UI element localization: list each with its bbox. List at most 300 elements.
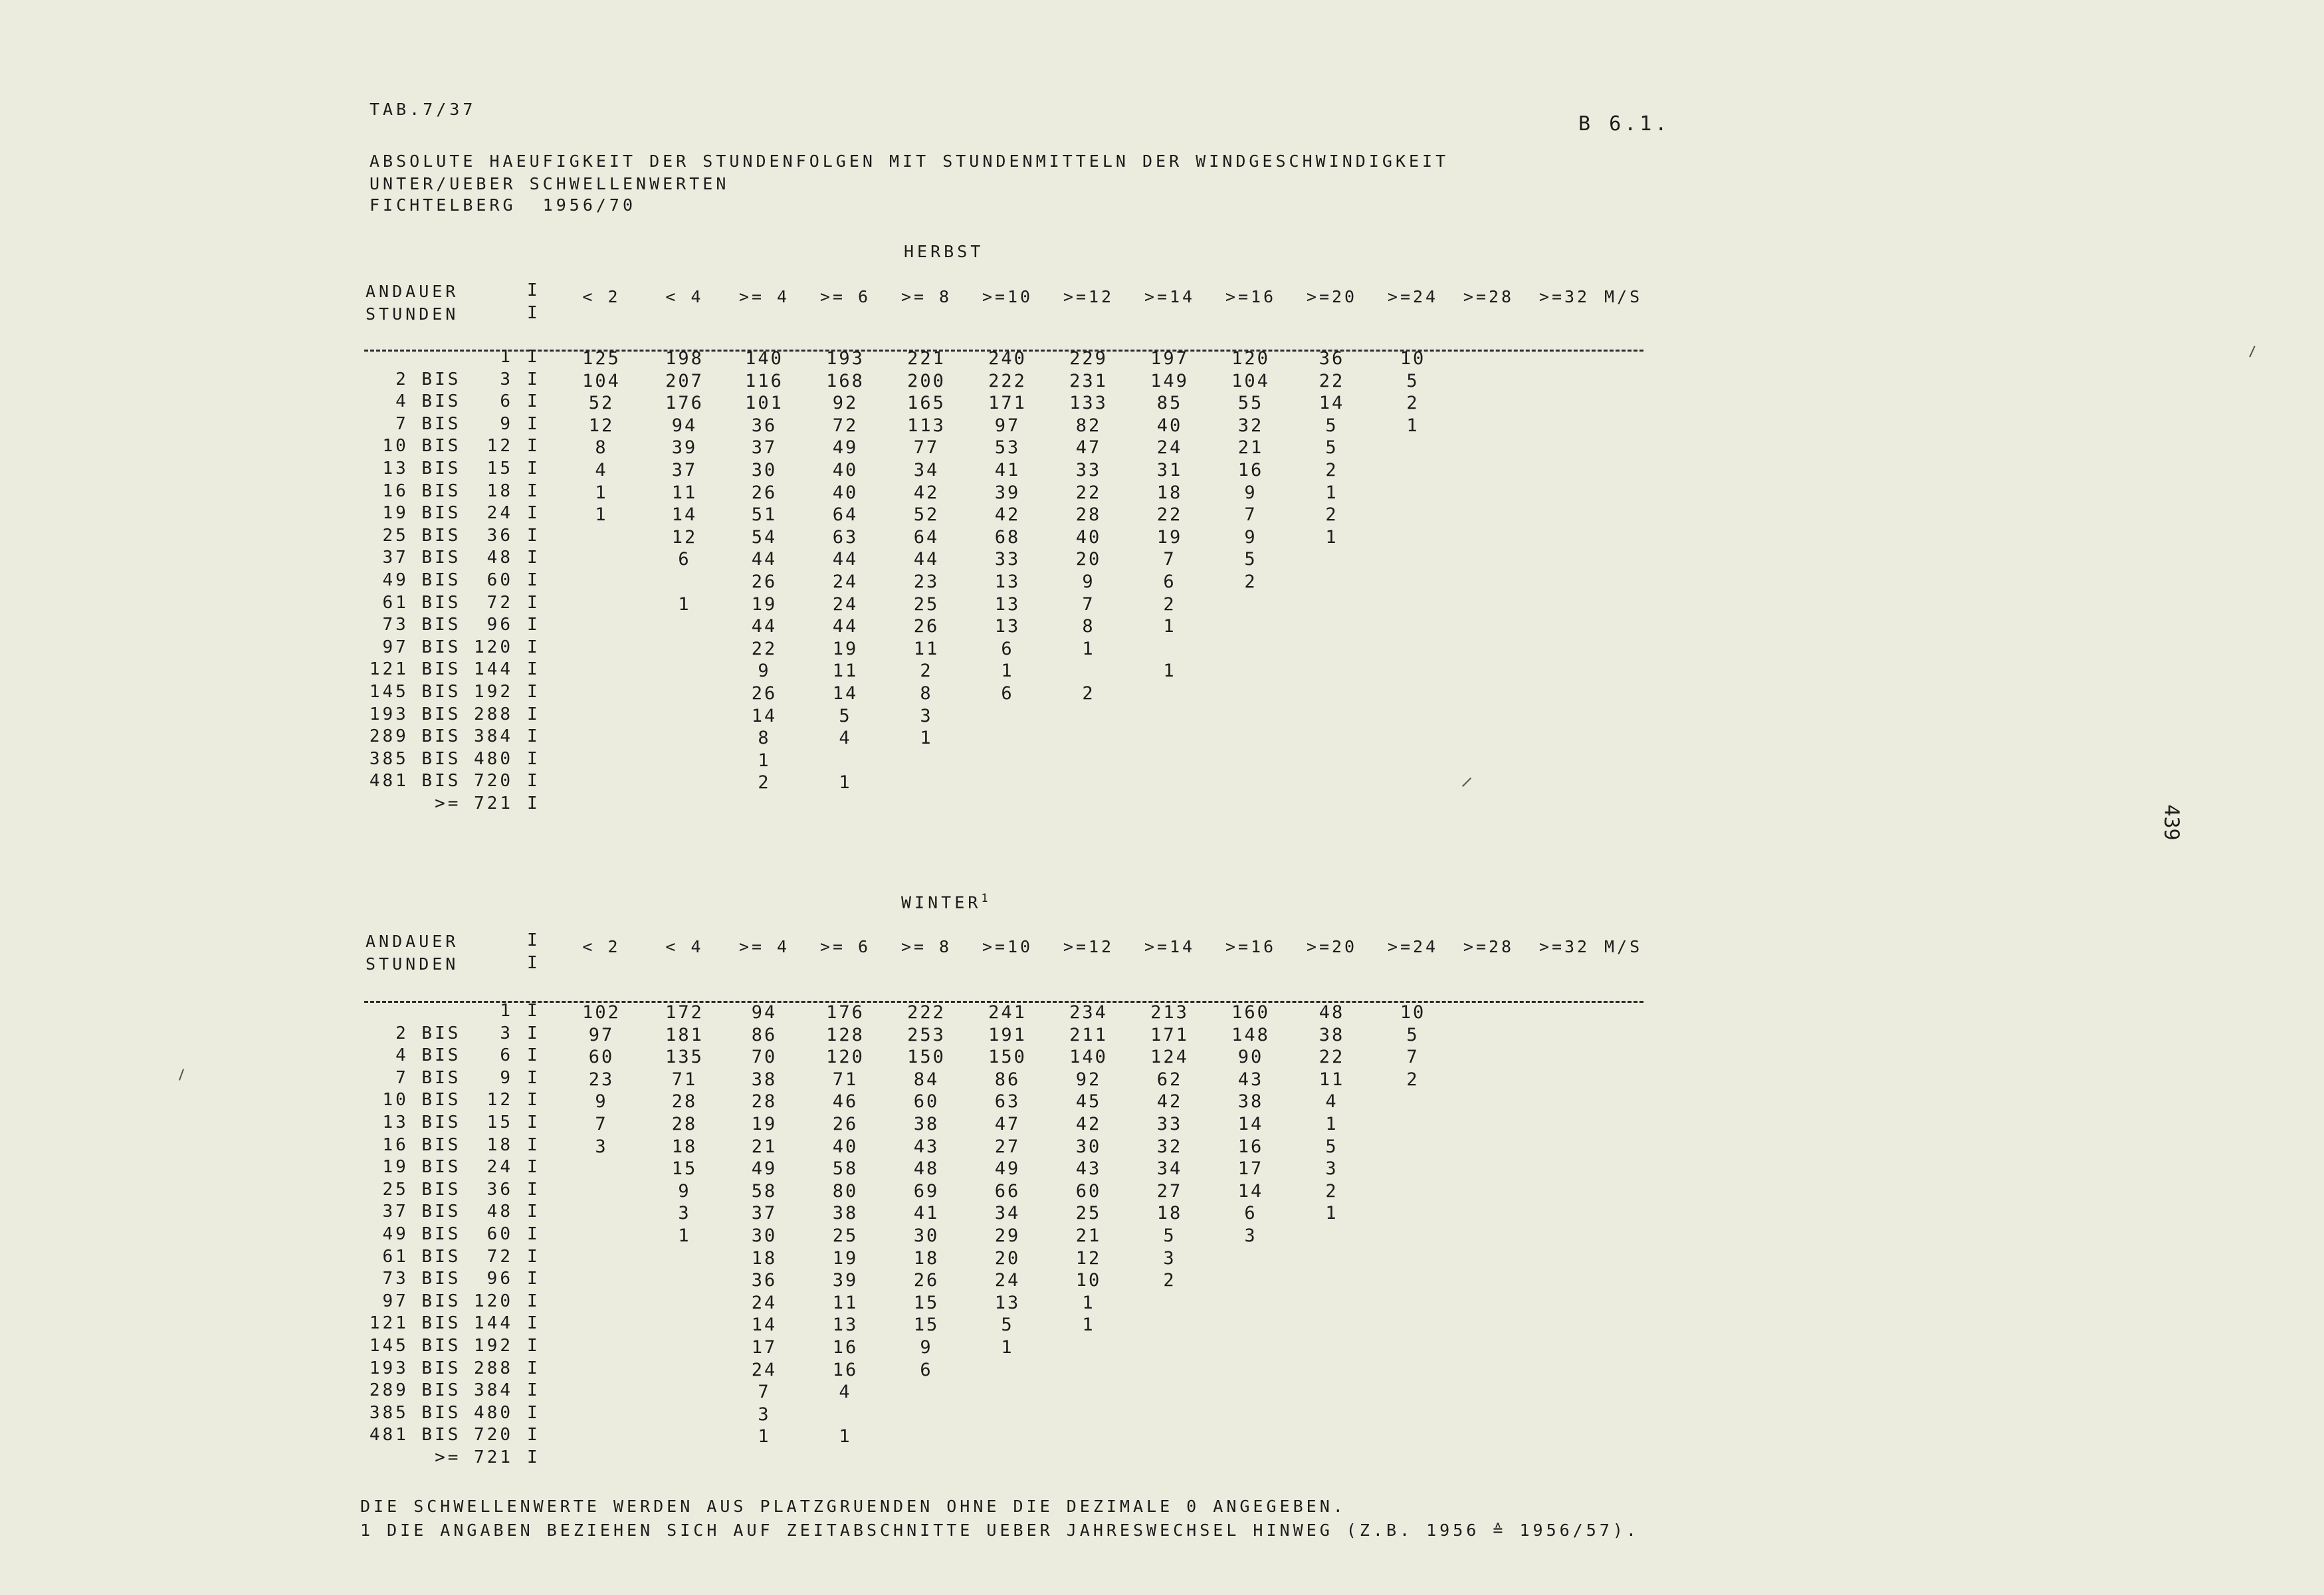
herbst-cell: 14 — [832, 683, 859, 704]
winter-cell: 24 — [994, 1270, 1021, 1291]
winter-row-bar: I — [527, 1269, 538, 1289]
winter-stub-header-stunden: STUNDEN — [366, 954, 459, 974]
herbst-cell: 51 — [751, 504, 778, 526]
herbst-row-bar: I — [527, 682, 538, 702]
winter-row-bar: I — [527, 1313, 538, 1334]
herbst-cell: 140 — [745, 348, 784, 369]
winter-cell: 211 — [1069, 1024, 1108, 1045]
winter-cell: 14 — [1237, 1114, 1264, 1134]
winter-cell: 16 — [832, 1359, 859, 1380]
herbst-cell: 26 — [913, 616, 940, 637]
herbst-cell: 8 — [758, 728, 771, 749]
herbst-cell: 1 — [1163, 616, 1176, 637]
herbst-row-label: 121 BIS 144 — [369, 659, 513, 680]
winter-column-header: >=12 — [1063, 937, 1114, 956]
herbst-cell: 42 — [913, 482, 940, 503]
winter-cell: 11 — [832, 1292, 859, 1313]
winter-column-header: >=24 — [1387, 937, 1439, 956]
winter-cell: 18 — [1156, 1203, 1183, 1224]
herbst-row-label: 73 BIS 96 — [382, 615, 513, 635]
herbst-cell: 24 — [832, 572, 859, 592]
herbst-cell: 5 — [1406, 370, 1420, 391]
winter-row-label: 2 BIS 3 — [395, 1023, 513, 1043]
herbst-row-label: 13 BIS 15 — [382, 459, 513, 478]
herbst-column-header: >= 6 — [819, 287, 871, 306]
winter-unit-label: M/S — [1604, 937, 1643, 956]
herbst-cell: 14 — [1319, 393, 1345, 414]
herbst-column-header: >=12 — [1063, 287, 1114, 306]
winter-cell: 90 — [1237, 1047, 1264, 1068]
winter-cell: 15 — [671, 1158, 698, 1180]
winter-cell: 5 — [1163, 1225, 1176, 1246]
winter-cell: 28 — [751, 1091, 778, 1113]
herbst-unit-label: M/S — [1604, 287, 1643, 306]
herbst-cell: 33 — [994, 549, 1021, 570]
winter-cell: 124 — [1150, 1047, 1189, 1068]
herbst-cell: 1 — [595, 482, 608, 503]
winter-cell: 27 — [994, 1136, 1021, 1157]
winter-row-label: 73 BIS 96 — [382, 1269, 513, 1289]
herbst-cell: 1 — [758, 750, 771, 771]
herbst-cell: 40 — [832, 482, 859, 503]
herbst-cell: 8 — [1082, 616, 1095, 637]
herbst-cell: 8 — [595, 437, 608, 459]
winter-row-label: 49 BIS 60 — [382, 1224, 513, 1244]
herbst-cell: 11 — [832, 661, 859, 682]
winter-title-footnote-mark: 1 — [981, 892, 992, 905]
winter-cell: 6 — [920, 1359, 933, 1380]
winter-row-bar: I — [527, 1023, 538, 1043]
herbst-cell: 4 — [839, 728, 852, 749]
winter-cell: 24 — [751, 1359, 778, 1380]
winter-cell: 46 — [832, 1091, 859, 1113]
winter-row-label: 37 BIS 48 — [382, 1202, 513, 1222]
winter-column-header: >=20 — [1306, 937, 1358, 956]
winter-cell: 69 — [913, 1180, 940, 1202]
winter-cell: 176 — [826, 1002, 865, 1023]
herbst-cell: 77 — [913, 437, 940, 459]
herbst-column-header: < 4 — [665, 287, 704, 306]
herbst-cell: 10 — [1400, 348, 1426, 369]
winter-row-label: >= 721 — [435, 1447, 513, 1467]
herbst-column-header: >=20 — [1306, 287, 1358, 306]
winter-row-label: 25 BIS 36 — [382, 1179, 513, 1200]
winter-cell: 14 — [751, 1315, 778, 1336]
winter-cell: 49 — [751, 1158, 778, 1180]
herbst-cell: 97 — [994, 415, 1021, 436]
page-number: 439 — [2159, 804, 2183, 841]
herbst-row-bar: I — [527, 570, 538, 590]
herbst-cell: 168 — [826, 370, 865, 391]
herbst-cell: 19 — [832, 638, 859, 659]
herbst-cell: 26 — [751, 572, 778, 592]
herbst-stub-bar: I — [527, 280, 538, 300]
winter-cell: 71 — [671, 1069, 698, 1090]
herbst-cell: 20 — [1075, 549, 1102, 570]
herbst-row-bar: I — [527, 748, 538, 769]
herbst-cell: 1 — [595, 504, 608, 526]
winter-cell: 241 — [988, 1002, 1027, 1023]
winter-row-bar: I — [527, 1001, 538, 1021]
herbst-cell: 133 — [1069, 393, 1108, 414]
winter-cell: 172 — [665, 1002, 704, 1023]
herbst-cell: 41 — [994, 460, 1021, 480]
herbst-cell: 7 — [1244, 504, 1257, 526]
herbst-row-bar: I — [527, 548, 538, 568]
herbst-cell: 2 — [1163, 593, 1176, 615]
winter-cell: 47 — [994, 1114, 1021, 1134]
winter-cell: 21 — [751, 1136, 778, 1157]
winter-row-bar: I — [527, 1246, 538, 1267]
winter-cell: 222 — [907, 1002, 946, 1023]
herbst-cell: 22 — [751, 638, 778, 659]
winter-column-header: < 4 — [665, 937, 704, 956]
herbst-row-bar: I — [527, 413, 538, 434]
winter-row-label: 145 BIS 192 — [369, 1336, 513, 1356]
herbst-cell: 13 — [994, 616, 1021, 637]
herbst-stub-bar: I — [527, 303, 538, 323]
winter-cell: 150 — [988, 1047, 1027, 1068]
herbst-row-bar: I — [527, 637, 538, 657]
winter-stub-bar: I — [527, 953, 538, 973]
herbst-title: HERBST — [904, 242, 984, 261]
winter-row-label: 7 BIS 9 — [395, 1067, 513, 1088]
winter-row-label: 19 BIS 24 — [382, 1157, 513, 1178]
winter-cell: 140 — [1069, 1047, 1108, 1068]
herbst-cell: 5 — [839, 705, 852, 726]
herbst-cell: 14 — [671, 504, 698, 526]
winter-cell: 12 — [1075, 1247, 1102, 1269]
winter-row-label: 385 BIS 480 — [369, 1402, 513, 1423]
herbst-cell: 12 — [671, 526, 698, 548]
herbst-cell: 1 — [1163, 661, 1176, 682]
herbst-cell: 12 — [588, 415, 615, 436]
herbst-stub-header-stunden: STUNDEN — [366, 304, 459, 324]
winter-cell: 38 — [1237, 1091, 1264, 1113]
herbst-column-header: < 2 — [582, 287, 621, 306]
winter-cell: 22 — [1319, 1047, 1345, 1068]
herbst-cell: 125 — [582, 348, 621, 369]
winter-cell: 18 — [913, 1247, 940, 1269]
herbst-cell: 240 — [988, 348, 1027, 369]
winter-cell: 1 — [1325, 1114, 1338, 1134]
winter-cell: 66 — [994, 1180, 1021, 1202]
herbst-cell: 33 — [1075, 460, 1102, 480]
herbst-cell: 23 — [913, 572, 940, 592]
winter-cell: 18 — [751, 1247, 778, 1269]
winter-column-header: >= 4 — [738, 937, 790, 956]
winter-cell: 27 — [1156, 1180, 1183, 1202]
winter-row-label: 16 BIS 18 — [382, 1134, 513, 1155]
herbst-cell: 22 — [1156, 504, 1183, 526]
winter-cell: 16 — [832, 1337, 859, 1358]
winter-cell: 26 — [832, 1114, 859, 1134]
herbst-cell: 19 — [751, 593, 778, 615]
winter-row-label: 289 BIS 384 — [369, 1380, 513, 1401]
herbst-row-label: 1 — [500, 347, 513, 367]
winter-cell: 94 — [751, 1002, 778, 1023]
herbst-cell: 5 — [1325, 437, 1338, 459]
herbst-cell: 229 — [1069, 348, 1108, 369]
herbst-cell: 92 — [832, 393, 859, 414]
herbst-cell: 21 — [1237, 437, 1264, 459]
winter-cell: 26 — [913, 1270, 940, 1291]
herbst-cell: 2 — [1325, 460, 1338, 480]
herbst-cell: 52 — [913, 504, 940, 526]
winter-row-label: 13 BIS 15 — [382, 1113, 513, 1132]
winter-cell: 43 — [1237, 1069, 1264, 1090]
winter-cell: 9 — [678, 1180, 691, 1202]
winter-cell: 48 — [913, 1158, 940, 1180]
winter-cell: 14 — [1237, 1180, 1264, 1202]
herbst-cell: 9 — [1244, 526, 1257, 548]
herbst-cell: 2 — [920, 661, 933, 682]
table-id: TAB.7/37 — [370, 100, 476, 119]
herbst-cell: 64 — [832, 504, 859, 526]
winter-cell: 25 — [1075, 1203, 1102, 1224]
winter-cell: 49 — [994, 1158, 1021, 1180]
herbst-cell: 39 — [994, 482, 1021, 503]
winter-row-bar: I — [527, 1380, 538, 1401]
herbst-cell: 11 — [671, 482, 698, 503]
herbst-cell: 49 — [832, 437, 859, 459]
winter-cell: 7 — [1406, 1047, 1420, 1068]
winter-cell: 20 — [994, 1247, 1021, 1269]
herbst-row-bar: I — [527, 592, 538, 613]
winter-cell: 25 — [832, 1225, 859, 1246]
scan-mark — [2249, 346, 2255, 357]
herbst-column-header: >=16 — [1225, 287, 1277, 306]
herbst-cell: 5 — [1325, 415, 1338, 436]
herbst-cell: 149 — [1150, 370, 1189, 391]
herbst-cell: 113 — [907, 415, 946, 436]
herbst-row-label: 289 BIS 384 — [369, 726, 513, 747]
herbst-cell: 1 — [678, 593, 691, 615]
winter-cell: 71 — [832, 1069, 859, 1090]
winter-cell: 84 — [913, 1069, 940, 1090]
winter-cell: 60 — [1075, 1180, 1102, 1202]
herbst-row-bar: I — [527, 347, 538, 367]
winter-row-bar: I — [527, 1090, 538, 1111]
winter-cell: 135 — [665, 1047, 704, 1068]
herbst-cell: 231 — [1069, 370, 1108, 391]
winter-cell: 42 — [1156, 1091, 1183, 1113]
winter-cell: 191 — [988, 1024, 1027, 1045]
title-line-2: UNTER/UEBER SCHWELLENWERTEN — [370, 174, 730, 193]
herbst-cell: 101 — [745, 393, 784, 414]
herbst-cell: 39 — [671, 437, 698, 459]
herbst-cell: 6 — [1001, 638, 1014, 659]
herbst-row-label: 10 BIS 12 — [382, 436, 513, 457]
winter-cell: 13 — [832, 1315, 859, 1336]
winter-row-bar: I — [527, 1224, 538, 1244]
herbst-cell: 44 — [832, 549, 859, 570]
winter-cell: 34 — [994, 1203, 1021, 1224]
winter-cell: 45 — [1075, 1091, 1102, 1113]
herbst-cell: 64 — [913, 526, 940, 548]
herbst-cell: 11 — [913, 638, 940, 659]
herbst-cell: 24 — [832, 593, 859, 615]
herbst-cell: 16 — [1237, 460, 1264, 480]
winter-cell: 92 — [1075, 1069, 1102, 1090]
winter-cell: 3 — [1325, 1158, 1338, 1180]
herbst-cell: 31 — [1156, 460, 1183, 480]
winter-cell: 17 — [751, 1337, 778, 1358]
winter-cell: 43 — [913, 1136, 940, 1157]
winter-cell: 7 — [595, 1114, 608, 1134]
winter-cell: 3 — [595, 1136, 608, 1157]
winter-cell: 62 — [1156, 1069, 1183, 1090]
herbst-cell: 36 — [751, 415, 778, 436]
herbst-cell: 171 — [988, 393, 1027, 414]
winter-cell: 21 — [1075, 1225, 1102, 1246]
winter-cell: 30 — [913, 1225, 940, 1246]
winter-cell: 1 — [1082, 1315, 1095, 1336]
herbst-cell: 22 — [1319, 370, 1345, 391]
herbst-cell: 7 — [1082, 593, 1095, 615]
winter-cell: 38 — [832, 1203, 859, 1224]
winter-row-label: 193 BIS 288 — [369, 1358, 513, 1378]
herbst-row-bar: I — [527, 369, 538, 389]
herbst-cell: 26 — [751, 482, 778, 503]
winter-cell: 2 — [1163, 1270, 1176, 1291]
winter-row-bar: I — [527, 1447, 538, 1467]
winter-column-header: >=28 — [1463, 937, 1515, 956]
herbst-row-bar: I — [527, 480, 538, 501]
herbst-cell: 1 — [839, 772, 852, 794]
winter-cell: 148 — [1231, 1024, 1270, 1045]
herbst-row-bar: I — [527, 459, 538, 478]
herbst-cell: 221 — [907, 348, 946, 369]
winter-row-bar: I — [527, 1402, 538, 1423]
herbst-cell: 37 — [671, 460, 698, 480]
herbst-cell: 40 — [1156, 415, 1183, 436]
winter-column-header: >=16 — [1225, 937, 1277, 956]
herbst-row-label: 49 BIS 60 — [382, 570, 513, 590]
winter-cell: 19 — [751, 1114, 778, 1134]
footnote-1: DIE SCHWELLENWERTE WERDEN AUS PLATZGRUENDEN OHNE DIE DEZIMALE 0 ANGEGEBEN. — [360, 1497, 1346, 1516]
herbst-row-bar: I — [527, 391, 538, 412]
herbst-cell: 197 — [1150, 348, 1189, 369]
winter-cell: 2 — [1406, 1069, 1420, 1090]
herbst-cell: 6 — [1163, 572, 1176, 592]
herbst-cell: 1 — [1406, 415, 1420, 436]
winter-cell: 13 — [994, 1292, 1021, 1313]
herbst-row-label: 61 BIS 72 — [382, 592, 513, 613]
winter-cell: 150 — [907, 1047, 946, 1068]
winter-cell: 1 — [839, 1426, 852, 1447]
herbst-cell: 68 — [994, 526, 1021, 548]
herbst-cell: 4 — [595, 460, 608, 480]
herbst-stub-header-andauer: ANDAUER — [366, 282, 459, 301]
winter-cell: 43 — [1075, 1158, 1102, 1180]
winter-row-bar: I — [527, 1157, 538, 1178]
herbst-cell: 54 — [751, 526, 778, 548]
herbst-row-bar: I — [527, 436, 538, 457]
herbst-cell: 6 — [1001, 683, 1014, 704]
winter-cell: 5 — [1325, 1136, 1338, 1157]
herbst-cell: 176 — [665, 393, 704, 414]
winter-cell: 1 — [1325, 1203, 1338, 1224]
herbst-cell: 2 — [1082, 683, 1095, 704]
herbst-row-bar: I — [527, 659, 538, 680]
herbst-cell: 28 — [1075, 504, 1102, 526]
herbst-column-header: >=10 — [982, 287, 1033, 306]
section-ref: B 6.1. — [1578, 112, 1671, 136]
winter-cell: 15 — [913, 1315, 940, 1336]
herbst-cell: 36 — [1319, 348, 1345, 369]
winter-cell: 48 — [1319, 1002, 1345, 1023]
winter-cell: 11 — [1319, 1069, 1345, 1090]
herbst-cell: 40 — [1075, 526, 1102, 548]
winter-row-bar: I — [527, 1134, 538, 1155]
herbst-cell: 2 — [1244, 572, 1257, 592]
herbst-cell: 198 — [665, 348, 704, 369]
herbst-row-label: 16 BIS 18 — [382, 480, 513, 501]
winter-title — [901, 892, 992, 912]
winter-cell: 171 — [1150, 1024, 1189, 1045]
winter-cell: 38 — [1319, 1024, 1345, 1045]
herbst-cell: 44 — [751, 616, 778, 637]
winter-row-label: 4 BIS 6 — [395, 1045, 513, 1066]
herbst-row-bar: I — [527, 525, 538, 546]
herbst-cell: 19 — [1156, 526, 1183, 548]
winter-cell: 234 — [1069, 1002, 1108, 1023]
herbst-cell: 104 — [1231, 370, 1270, 391]
herbst-cell: 2 — [1406, 393, 1420, 414]
winter-column-header: >=10 — [982, 937, 1033, 956]
winter-cell: 36 — [751, 1270, 778, 1291]
winter-cell: 4 — [1325, 1091, 1338, 1113]
winter-cell: 86 — [994, 1069, 1021, 1090]
herbst-column-header: >= 8 — [900, 287, 952, 306]
winter-column-header: >= 6 — [819, 937, 871, 956]
winter-cell: 58 — [832, 1158, 859, 1180]
winter-cell: 253 — [907, 1024, 946, 1045]
winter-row-bar: I — [527, 1067, 538, 1088]
herbst-cell: 32 — [1237, 415, 1264, 436]
herbst-row-bar: I — [527, 704, 538, 724]
herbst-cell: 116 — [745, 370, 784, 391]
herbst-row-label: 145 BIS 192 — [369, 682, 513, 702]
herbst-cell: 44 — [832, 616, 859, 637]
herbst-cell: 1 — [1325, 482, 1338, 503]
winter-cell: 1 — [1001, 1337, 1014, 1358]
winter-cell: 32 — [1156, 1136, 1183, 1157]
winter-row-label: 97 BIS 120 — [382, 1291, 513, 1311]
winter-cell: 7 — [758, 1382, 771, 1403]
winter-cell: 10 — [1400, 1002, 1426, 1023]
herbst-cell: 18 — [1156, 482, 1183, 503]
winter-cell: 15 — [913, 1292, 940, 1313]
winter-cell: 24 — [751, 1292, 778, 1313]
herbst-cell: 53 — [994, 437, 1021, 459]
herbst-cell: 1 — [1325, 526, 1338, 548]
herbst-cell: 222 — [988, 370, 1027, 391]
winter-cell: 37 — [751, 1203, 778, 1224]
winter-cell: 41 — [913, 1203, 940, 1224]
winter-row-bar: I — [527, 1045, 538, 1066]
herbst-cell: 8 — [920, 683, 933, 704]
winter-cell: 5 — [1406, 1024, 1420, 1045]
title-line-1: ABSOLUTE HAEUFIGKEIT DER STUNDENFOLGEN MIT STUNDENMITTELN DER WINDGESCHWINDIGKEIT — [370, 152, 1449, 171]
winter-row-bar: I — [527, 1113, 538, 1132]
winter-cell: 19 — [832, 1247, 859, 1269]
winter-cell: 38 — [913, 1114, 940, 1134]
winter-row-bar: I — [527, 1179, 538, 1200]
winter-row-label: 61 BIS 72 — [382, 1246, 513, 1267]
winter-cell: 63 — [994, 1091, 1021, 1113]
